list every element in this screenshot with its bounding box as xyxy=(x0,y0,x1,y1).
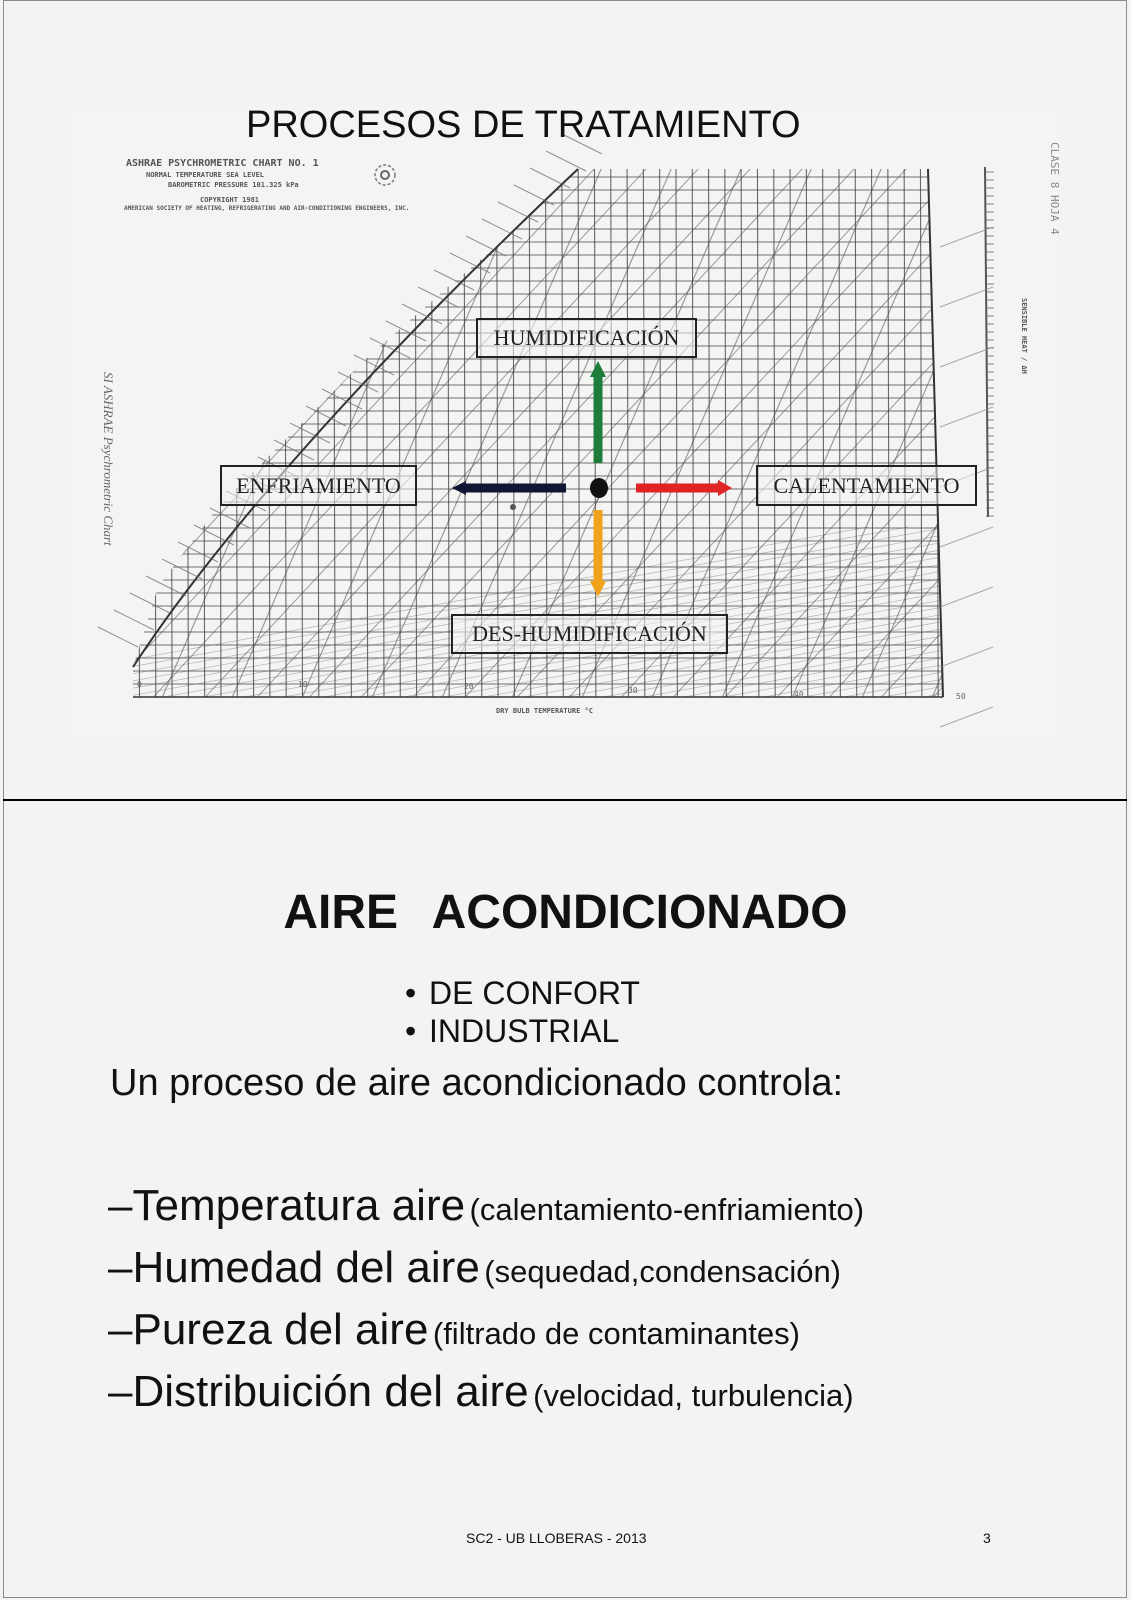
chart-header-copyright: COPYRIGHT 1981 xyxy=(200,196,260,204)
list-item: –Pureza del aire (filtrado de contaminantes) xyxy=(108,1305,800,1354)
sensible-heat-label: SENSIBLE HEAT / ΔH xyxy=(1020,298,1028,374)
list-item: –Distribuición del aire (velocidad, turbulencia) xyxy=(108,1367,854,1416)
corner-note: CLASE 8 HOJA 4 xyxy=(1048,142,1061,235)
footer-text: SC2 - UB LLOBERAS - 2013 xyxy=(466,1530,647,1546)
x-tick: 10 xyxy=(298,680,308,689)
slide-divider xyxy=(3,799,1127,801)
chart-header-subtitle: NORMAL TEMPERATURE SEA LEVEL xyxy=(146,171,265,179)
controlled-items-list xyxy=(108,1175,864,1423)
x-tick: 40 xyxy=(794,690,804,699)
bullet-item: • DE CONFORT xyxy=(405,975,640,1011)
x-tick: 30 xyxy=(628,686,638,695)
bullet-list xyxy=(405,974,640,1050)
slide-title-aire-acondicionado: AIRE ACONDICIONADO xyxy=(283,886,848,939)
slide-title-procesos: PROCESOS DE TRATAMIENTO xyxy=(246,104,801,146)
chart-header-pressure: BAROMETRIC PRESSURE 101.325 kPa xyxy=(168,181,299,189)
process-arrows xyxy=(440,355,750,605)
ashrae-logo-icon xyxy=(372,162,398,188)
x-axis-label: DRY BULB TEMPERATURE °C xyxy=(496,707,593,715)
x-tick: 0 xyxy=(137,680,142,689)
chart-header-publisher: AMERICAN SOCIETY OF HEATING, REFRIGERATING AND AIR-CONDITIONING ENGINEERS, INC. xyxy=(124,205,410,212)
label-calentamiento: CALENTAMIENTO xyxy=(756,465,977,506)
label-humidificacion: HUMIDIFICACIÓN xyxy=(476,318,697,358)
label-des-humidificacion: DES-HUMIDIFICACIÓN xyxy=(451,614,728,654)
bullet-icon: • xyxy=(405,975,417,1011)
chart-header-title: ASHRAE PSYCHROMETRIC CHART NO. 1 xyxy=(126,158,319,169)
side-caption: SI ASHRAE Psychrometric Chart xyxy=(101,372,116,546)
intro-text: Un proceso de aire acondicionado controla: xyxy=(110,1062,844,1104)
list-item: –Humedad del aire (sequedad,condensación) xyxy=(108,1243,842,1292)
x-tick: 50 xyxy=(956,692,966,701)
state-point-icon xyxy=(590,478,608,498)
bullet-item: • INDUSTRIAL xyxy=(405,1013,620,1049)
bullet-icon: • xyxy=(405,1013,417,1049)
x-tick: 20 xyxy=(464,682,474,691)
list-item: –Temperatura aire (calentamiento-enfriamiento) xyxy=(108,1181,865,1230)
label-enfriamiento: ENFRIAMIENTO xyxy=(220,465,417,506)
page-number: 3 xyxy=(983,1530,991,1546)
